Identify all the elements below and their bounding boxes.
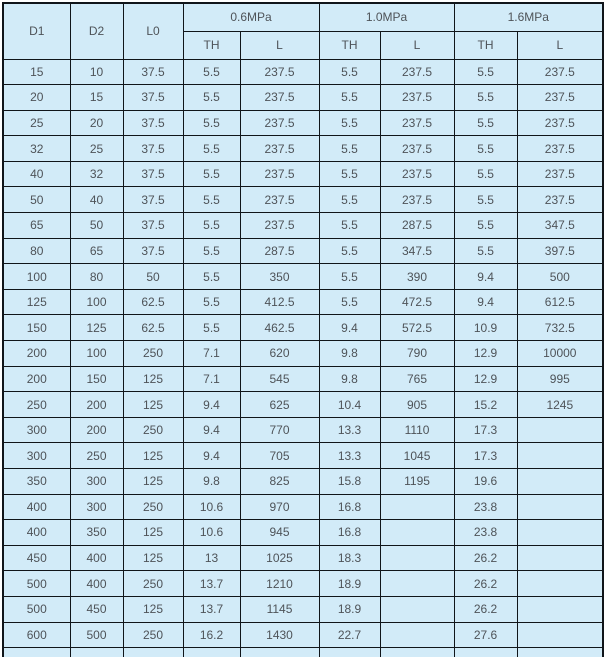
table-cell: 23.8: [454, 520, 517, 546]
table-row: [3, 520, 603, 546]
table-row: [3, 59, 603, 85]
table-cell: 19.6: [454, 469, 517, 495]
table-cell: 237.5: [240, 85, 319, 111]
table-cell: 237.5: [517, 85, 603, 111]
table-cell: 80: [70, 264, 123, 290]
table-cell: 62.5: [123, 289, 183, 315]
table-row: [3, 85, 603, 111]
col-header-th-06: TH: [183, 31, 240, 59]
table-cell: 200: [3, 341, 70, 367]
table-cell: 300: [3, 417, 70, 443]
table-cell: 472.5: [380, 289, 454, 315]
col-header-d2: D2: [70, 3, 123, 59]
col-header-10mpa: 1.0MPa: [319, 3, 454, 31]
table-cell: 13.7: [183, 596, 240, 622]
table-cell: 620: [240, 341, 319, 367]
table-cell: 25: [3, 110, 70, 136]
table-cell: 765: [380, 366, 454, 392]
table-cell: [183, 648, 240, 657]
table-row: [3, 392, 603, 418]
table-row: [3, 571, 603, 597]
table-row: [3, 136, 603, 162]
table-cell: 9.4: [183, 417, 240, 443]
header-row-groups: [3, 3, 603, 31]
table-cell: 250: [123, 571, 183, 597]
table-body: [3, 59, 603, 657]
table-cell: 9.4: [454, 264, 517, 290]
table-cell: 16.2: [183, 622, 240, 648]
table-cell: 125: [123, 392, 183, 418]
table-cell: [517, 443, 603, 469]
table-cell: 237.5: [240, 136, 319, 162]
table-cell: 9.4: [454, 289, 517, 315]
table-cell: 37.5: [123, 161, 183, 187]
table-cell: 7.1: [183, 366, 240, 392]
partial-clipped-row: [3, 648, 603, 657]
table-cell: [319, 648, 380, 657]
table-cell: 500: [3, 596, 70, 622]
table-cell: 250: [123, 494, 183, 520]
table-cell: 100: [70, 289, 123, 315]
table-cell: 40: [3, 161, 70, 187]
table-cell: 25: [70, 136, 123, 162]
table-row: [3, 110, 603, 136]
table-row: [3, 289, 603, 315]
table-cell: 250: [123, 341, 183, 367]
table-row: [3, 341, 603, 367]
col-header-l-16: L: [517, 31, 603, 59]
table-cell: 9.4: [183, 392, 240, 418]
table-cell: 5.5: [319, 264, 380, 290]
table-cell: 65: [3, 213, 70, 239]
table-cell: 10.6: [183, 520, 240, 546]
table-cell: 5.5: [319, 238, 380, 264]
col-header-l-10: L: [380, 31, 454, 59]
table-cell: 5.5: [183, 136, 240, 162]
table-cell: 5.5: [319, 110, 380, 136]
table-cell: 5.5: [319, 59, 380, 85]
table-cell: 705: [240, 443, 319, 469]
table-cell: 625: [240, 392, 319, 418]
table-cell: 5.5: [319, 289, 380, 315]
col-header-th-10: TH: [319, 31, 380, 59]
table-cell: 10.6: [183, 494, 240, 520]
table-row: [3, 545, 603, 571]
table-cell: [517, 648, 603, 657]
table-cell: 250: [70, 443, 123, 469]
table-cell: 400: [3, 520, 70, 546]
table-cell: 237.5: [380, 161, 454, 187]
table-cell: 23.8: [454, 494, 517, 520]
table-cell: [3, 648, 70, 657]
table-cell: 150: [70, 366, 123, 392]
table-cell: 350: [70, 520, 123, 546]
table-cell: 32: [3, 136, 70, 162]
table-cell: 20: [70, 110, 123, 136]
table-cell: 26.2: [454, 596, 517, 622]
table-cell: 50: [123, 264, 183, 290]
table-cell: 300: [3, 443, 70, 469]
table-cell: 80: [3, 238, 70, 264]
table-cell: 545: [240, 366, 319, 392]
table-cell: 5.5: [319, 161, 380, 187]
table-cell: [517, 545, 603, 571]
table-cell: 287.5: [240, 238, 319, 264]
table-cell: 5.5: [454, 59, 517, 85]
table-row: [3, 315, 603, 341]
table-cell: 18.3: [319, 545, 380, 571]
table-cell: 500: [3, 571, 70, 597]
table-cell: 5.5: [454, 187, 517, 213]
table-cell: 125: [123, 469, 183, 495]
table-cell: 1245: [517, 392, 603, 418]
table-cell: 22.7: [319, 622, 380, 648]
table-cell: 347.5: [517, 213, 603, 239]
table-cell: 17.3: [454, 443, 517, 469]
table-cell: 16.8: [319, 520, 380, 546]
table-cell: [517, 622, 603, 648]
table-cell: 100: [70, 341, 123, 367]
table-cell: 5.5: [454, 161, 517, 187]
table-cell: 450: [70, 596, 123, 622]
table-cell: 65: [70, 238, 123, 264]
table-cell: 5.5: [183, 85, 240, 111]
table-row: [3, 161, 603, 187]
table-cell: 37.5: [123, 110, 183, 136]
table-cell: [517, 596, 603, 622]
table-cell: 15.2: [454, 392, 517, 418]
table-cell: 12.9: [454, 366, 517, 392]
table-cell: 125: [123, 596, 183, 622]
col-header-l0: L0: [123, 3, 183, 59]
table-cell: 600: [3, 622, 70, 648]
table-cell: 200: [70, 417, 123, 443]
table-cell: 995: [517, 366, 603, 392]
table-cell: 1210: [240, 571, 319, 597]
table-cell: 462.5: [240, 315, 319, 341]
table-row: [3, 238, 603, 264]
table-cell: [380, 520, 454, 546]
table-cell: 5.5: [319, 213, 380, 239]
table-cell: [517, 494, 603, 520]
col-header-06mpa: 0.6MPa: [183, 3, 319, 31]
table-cell: 237.5: [517, 136, 603, 162]
table-cell: 5.5: [319, 136, 380, 162]
table-cell: 125: [123, 366, 183, 392]
table-cell: 237.5: [380, 110, 454, 136]
table-cell: 13.7: [183, 571, 240, 597]
table-row: [3, 213, 603, 239]
table-cell: 237.5: [517, 59, 603, 85]
table-cell: 1145: [240, 596, 319, 622]
table-cell: 450: [3, 545, 70, 571]
table-cell: 400: [70, 545, 123, 571]
table-cell: 5.5: [319, 85, 380, 111]
table-cell: 237.5: [240, 110, 319, 136]
table-cell: 412.5: [240, 289, 319, 315]
table-cell: 732.5: [517, 315, 603, 341]
table-cell: 350: [240, 264, 319, 290]
table-cell: 250: [3, 392, 70, 418]
table-cell: 20: [3, 85, 70, 111]
table-cell: 50: [70, 213, 123, 239]
table-cell: 500: [70, 622, 123, 648]
table-cell: [380, 494, 454, 520]
table-cell: [70, 648, 123, 657]
table-cell: 26.2: [454, 571, 517, 597]
table-row: [3, 366, 603, 392]
table-cell: 770: [240, 417, 319, 443]
col-header-16mpa: 1.6MPa: [454, 3, 603, 31]
table-cell: 10: [70, 59, 123, 85]
table-cell: 100: [3, 264, 70, 290]
col-header-th-16: TH: [454, 31, 517, 59]
table-cell: 37.5: [123, 136, 183, 162]
table-cell: 5.5: [183, 110, 240, 136]
table-cell: 13.3: [319, 443, 380, 469]
table-cell: 237.5: [380, 59, 454, 85]
table-row: [3, 596, 603, 622]
table-cell: 1025: [240, 545, 319, 571]
table-cell: 12.9: [454, 341, 517, 367]
table-cell: 400: [70, 571, 123, 597]
table-cell: 37.5: [123, 238, 183, 264]
table-cell: 37.5: [123, 85, 183, 111]
table-cell: 825: [240, 469, 319, 495]
table-cell: 125: [123, 520, 183, 546]
table-cell: 790: [380, 341, 454, 367]
table-cell: 18.9: [319, 571, 380, 597]
table-row: [3, 417, 603, 443]
table-cell: 945: [240, 520, 319, 546]
table-cell: 237.5: [380, 187, 454, 213]
table-cell: 237.5: [517, 110, 603, 136]
table-cell: 50: [3, 187, 70, 213]
table-cell: 572.5: [380, 315, 454, 341]
table-cell: [454, 648, 517, 657]
table-row: [3, 187, 603, 213]
table-cell: 13.3: [319, 417, 380, 443]
table-cell: 9.8: [319, 366, 380, 392]
table-cell: 300: [70, 469, 123, 495]
table-cell: 7.1: [183, 341, 240, 367]
table-cell: 347.5: [380, 238, 454, 264]
table-cell: 9.8: [183, 469, 240, 495]
table-cell: 15: [3, 59, 70, 85]
table-cell: 16.8: [319, 494, 380, 520]
table-cell: 1110: [380, 417, 454, 443]
table-row: [3, 622, 603, 648]
table-cell: 200: [70, 392, 123, 418]
table-cell: 10000: [517, 341, 603, 367]
table-cell: [123, 648, 183, 657]
table-cell: 237.5: [380, 85, 454, 111]
table-cell: [380, 622, 454, 648]
table-cell: 26.2: [454, 545, 517, 571]
table-cell: 1195: [380, 469, 454, 495]
table-cell: 150: [3, 315, 70, 341]
table-cell: 287.5: [380, 213, 454, 239]
table-cell: 237.5: [240, 59, 319, 85]
table-cell: 300: [70, 494, 123, 520]
table-cell: 250: [123, 417, 183, 443]
table-row: [3, 443, 603, 469]
table-cell: [517, 520, 603, 546]
dimension-spec-table: [2, 2, 604, 657]
table-cell: 5.5: [183, 161, 240, 187]
table-cell: 18.9: [319, 596, 380, 622]
table-cell: 125: [123, 443, 183, 469]
table-cell: [380, 545, 454, 571]
table-cell: 5.5: [183, 59, 240, 85]
table-cell: 905: [380, 392, 454, 418]
table-cell: 390: [380, 264, 454, 290]
table-cell: 397.5: [517, 238, 603, 264]
table-cell: 5.5: [183, 289, 240, 315]
table-cell: 62.5: [123, 315, 183, 341]
table-row: [3, 469, 603, 495]
table-cell: 27.6: [454, 622, 517, 648]
table-cell: 5.5: [319, 187, 380, 213]
table-cell: 37.5: [123, 187, 183, 213]
table-cell: 237.5: [517, 161, 603, 187]
table-cell: 9.4: [183, 443, 240, 469]
table-cell: 237.5: [240, 213, 319, 239]
table-cell: 237.5: [240, 187, 319, 213]
table-cell: 237.5: [380, 136, 454, 162]
table-cell: 17.3: [454, 417, 517, 443]
table-cell: 125: [3, 289, 70, 315]
table-cell: 15.8: [319, 469, 380, 495]
table-cell: 612.5: [517, 289, 603, 315]
table-cell: 350: [3, 469, 70, 495]
table-cell: 1045: [380, 443, 454, 469]
table-cell: 125: [70, 315, 123, 341]
table-cell: 37.5: [123, 213, 183, 239]
table-cell: 970: [240, 494, 319, 520]
table-cell: [517, 571, 603, 597]
table-cell: 5.5: [183, 213, 240, 239]
col-header-l-06: L: [240, 31, 319, 59]
table-cell: 5.5: [454, 238, 517, 264]
table-cell: [240, 648, 319, 657]
table-cell: 37.5: [123, 59, 183, 85]
table-cell: 9.8: [319, 341, 380, 367]
table-cell: 237.5: [240, 161, 319, 187]
col-header-d1: D1: [3, 3, 70, 59]
table-cell: 200: [3, 366, 70, 392]
table-cell: 40: [70, 187, 123, 213]
table-cell: 5.5: [183, 238, 240, 264]
table-cell: [380, 648, 454, 657]
table-cell: 10.4: [319, 392, 380, 418]
table-header: [3, 3, 603, 59]
table-cell: 500: [517, 264, 603, 290]
table-cell: [380, 571, 454, 597]
table-cell: 5.5: [454, 110, 517, 136]
table-cell: 5.5: [454, 85, 517, 111]
table-row: [3, 494, 603, 520]
table-cell: 237.5: [517, 187, 603, 213]
table-cell: 400: [3, 494, 70, 520]
table-cell: 5.5: [454, 136, 517, 162]
table-cell: [380, 596, 454, 622]
table-cell: 5.5: [183, 264, 240, 290]
table-cell: 5.5: [183, 187, 240, 213]
table-cell: 5.5: [454, 213, 517, 239]
table-cell: 125: [123, 545, 183, 571]
table-cell: 13: [183, 545, 240, 571]
table-cell: 32: [70, 161, 123, 187]
table-cell: 1430: [240, 622, 319, 648]
table-cell: [517, 417, 603, 443]
table-cell: 250: [123, 622, 183, 648]
table-cell: 9.4: [319, 315, 380, 341]
table-row: [3, 264, 603, 290]
table-cell: 10.9: [454, 315, 517, 341]
table-cell: [517, 469, 603, 495]
table-cell: 5.5: [183, 315, 240, 341]
table-cell: 15: [70, 85, 123, 111]
